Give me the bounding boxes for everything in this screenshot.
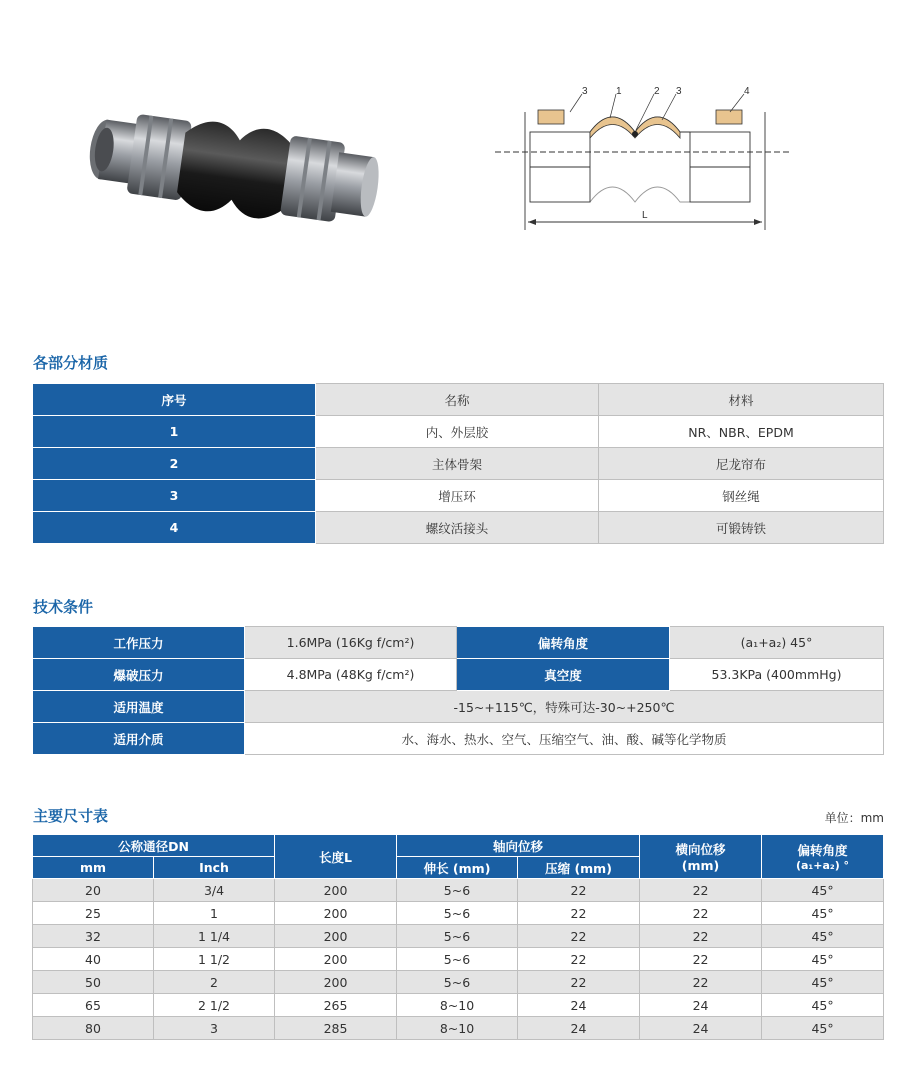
cell-angle: 45° bbox=[762, 948, 884, 971]
cell-dn-inch: 1 1/2 bbox=[154, 948, 275, 971]
temperature-label: 适用温度 bbox=[33, 691, 245, 723]
header-axial: 轴向位移 bbox=[397, 835, 640, 857]
conditions-table bbox=[32, 626, 884, 755]
medium-value: 水、海水、热水、空气、压缩空气、油、酸、碱等化学物质 bbox=[245, 723, 884, 755]
row-index: 3 bbox=[33, 480, 316, 512]
cell-length: 285 bbox=[275, 1017, 397, 1040]
table-row bbox=[33, 512, 884, 544]
row-name: 螺纹活接头 bbox=[316, 512, 599, 544]
temperature-value: -15~+115℃，特殊可达-30~+250℃ bbox=[245, 691, 884, 723]
diagram-label-4: 4 bbox=[744, 86, 750, 97]
cell-lateral: 22 bbox=[640, 925, 762, 948]
cell-dn-inch: 2 bbox=[154, 971, 275, 994]
cell-lateral: 22 bbox=[640, 948, 762, 971]
cell-extension: 8~10 bbox=[397, 1017, 518, 1040]
cell-lateral: 22 bbox=[640, 879, 762, 902]
table-header-row bbox=[33, 384, 884, 416]
cell-angle: 45° bbox=[762, 1017, 884, 1040]
header-extension: 伸长 (mm) bbox=[397, 857, 518, 879]
dimensions-table bbox=[32, 834, 884, 1040]
row-index: 1 bbox=[33, 416, 316, 448]
cell-length: 265 bbox=[275, 994, 397, 1017]
table-row bbox=[33, 480, 884, 512]
cell-compression: 22 bbox=[518, 902, 640, 925]
cell-dn-inch: 2 1/2 bbox=[154, 994, 275, 1017]
cell-dn-mm: 25 bbox=[33, 902, 154, 925]
diagram-label-1: 1 bbox=[616, 86, 622, 97]
cell-compression: 22 bbox=[518, 948, 640, 971]
table-row bbox=[33, 1017, 884, 1040]
cell-lateral: 22 bbox=[640, 902, 762, 925]
header-lateral-unit: (mm) bbox=[681, 858, 720, 873]
working-pressure-label: 工作压力 bbox=[33, 627, 245, 659]
header-dn: 公称通径DN bbox=[33, 835, 275, 857]
medium-label: 适用介质 bbox=[33, 723, 245, 755]
cell-dn-inch: 3/4 bbox=[154, 879, 275, 902]
header-angle-unit: (a₁+a₂) ° bbox=[795, 859, 850, 872]
cell-dn-mm: 40 bbox=[33, 948, 154, 971]
diagram-label-3b: 3 bbox=[676, 86, 682, 97]
cell-lateral: 24 bbox=[640, 1017, 762, 1040]
cell-length: 200 bbox=[275, 902, 397, 925]
cell-compression: 22 bbox=[518, 971, 640, 994]
cell-dn-inch: 1 1/4 bbox=[154, 925, 275, 948]
table-row bbox=[33, 627, 884, 659]
header-length: 长度L bbox=[275, 835, 397, 879]
cell-compression: 24 bbox=[518, 994, 640, 1017]
diagram-label-3a: 3 bbox=[582, 86, 588, 97]
deflection-value: (a₁+a₂) 45° bbox=[670, 627, 884, 659]
row-material: 尼龙帘布 bbox=[599, 448, 884, 480]
row-name: 内、外层胶 bbox=[316, 416, 599, 448]
cell-lateral: 22 bbox=[640, 971, 762, 994]
conditions-title: 技术条件 bbox=[33, 598, 94, 616]
cell-dn-mm: 20 bbox=[33, 879, 154, 902]
row-index: 4 bbox=[33, 512, 316, 544]
materials-title: 各部分材质 bbox=[33, 354, 109, 372]
deflection-label: 偏转角度 bbox=[457, 627, 670, 659]
cell-angle: 45° bbox=[762, 971, 884, 994]
cell-compression: 22 bbox=[518, 925, 640, 948]
table-row bbox=[33, 925, 884, 948]
table-row bbox=[33, 948, 884, 971]
cell-length: 200 bbox=[275, 879, 397, 902]
header-inch: Inch bbox=[154, 857, 275, 879]
row-name: 增压环 bbox=[316, 480, 599, 512]
row-material: NR、NBR、EPDM bbox=[599, 416, 884, 448]
cell-angle: 45° bbox=[762, 902, 884, 925]
table-row bbox=[33, 448, 884, 480]
cell-extension: 5~6 bbox=[397, 902, 518, 925]
table-row bbox=[33, 902, 884, 925]
header-compression: 压缩 (mm) bbox=[518, 857, 640, 879]
header-lateral-title: 横向位移 bbox=[675, 842, 726, 857]
header-mm: mm bbox=[33, 857, 154, 879]
table-row bbox=[33, 691, 884, 723]
header-index: 序号 bbox=[33, 384, 316, 416]
cell-lateral: 24 bbox=[640, 994, 762, 1017]
product-photo bbox=[80, 110, 390, 240]
diagram-label-2: 2 bbox=[654, 86, 660, 97]
row-material: 可锻铸铁 bbox=[599, 512, 884, 544]
table-row bbox=[33, 659, 884, 691]
table-row bbox=[33, 879, 884, 902]
working-pressure-value: 1.6MPa (16Kg f/cm²) bbox=[245, 627, 457, 659]
cell-dn-mm: 50 bbox=[33, 971, 154, 994]
materials-table bbox=[32, 383, 884, 544]
row-material: 钢丝绳 bbox=[599, 480, 884, 512]
dimensions-title: 主要尺寸表 bbox=[33, 807, 109, 825]
cell-angle: 45° bbox=[762, 925, 884, 948]
table-row bbox=[33, 994, 884, 1017]
header-name: 名称 bbox=[316, 384, 599, 416]
vacuum-value: 53.3KPa (400mmHg) bbox=[670, 659, 884, 691]
cell-length: 200 bbox=[275, 925, 397, 948]
burst-pressure-label: 爆破压力 bbox=[33, 659, 245, 691]
row-index: 2 bbox=[33, 448, 316, 480]
cell-length: 200 bbox=[275, 971, 397, 994]
cell-dn-mm: 80 bbox=[33, 1017, 154, 1040]
cell-length: 200 bbox=[275, 948, 397, 971]
table-row bbox=[33, 971, 884, 994]
cell-dn-mm: 32 bbox=[33, 925, 154, 948]
unit-note: 单位：mm bbox=[824, 811, 884, 825]
cross-section-diagram bbox=[490, 82, 790, 247]
row-name: 主体骨架 bbox=[316, 448, 599, 480]
cell-dn-inch: 1 bbox=[154, 902, 275, 925]
cell-extension: 5~6 bbox=[397, 879, 518, 902]
cell-extension: 5~6 bbox=[397, 948, 518, 971]
cell-compression: 24 bbox=[518, 1017, 640, 1040]
header-material: 材料 bbox=[599, 384, 884, 416]
burst-pressure-value: 4.8MPa (48Kg f/cm²) bbox=[245, 659, 457, 691]
cell-angle: 45° bbox=[762, 994, 884, 1017]
cell-extension: 5~6 bbox=[397, 925, 518, 948]
header-angle-title: 偏转角度 bbox=[797, 843, 848, 858]
header-angle bbox=[762, 835, 884, 879]
header-lateral bbox=[640, 835, 762, 879]
diagram-dimension-label: L bbox=[642, 210, 648, 221]
table-row bbox=[33, 723, 884, 755]
table-row bbox=[33, 416, 884, 448]
cell-compression: 22 bbox=[518, 879, 640, 902]
table-header-row bbox=[33, 835, 884, 857]
vacuum-label: 真空度 bbox=[457, 659, 670, 691]
cell-extension: 5~6 bbox=[397, 971, 518, 994]
cell-extension: 8~10 bbox=[397, 994, 518, 1017]
cell-dn-mm: 65 bbox=[33, 994, 154, 1017]
cell-dn-inch: 3 bbox=[154, 1017, 275, 1040]
cell-angle: 45° bbox=[762, 879, 884, 902]
